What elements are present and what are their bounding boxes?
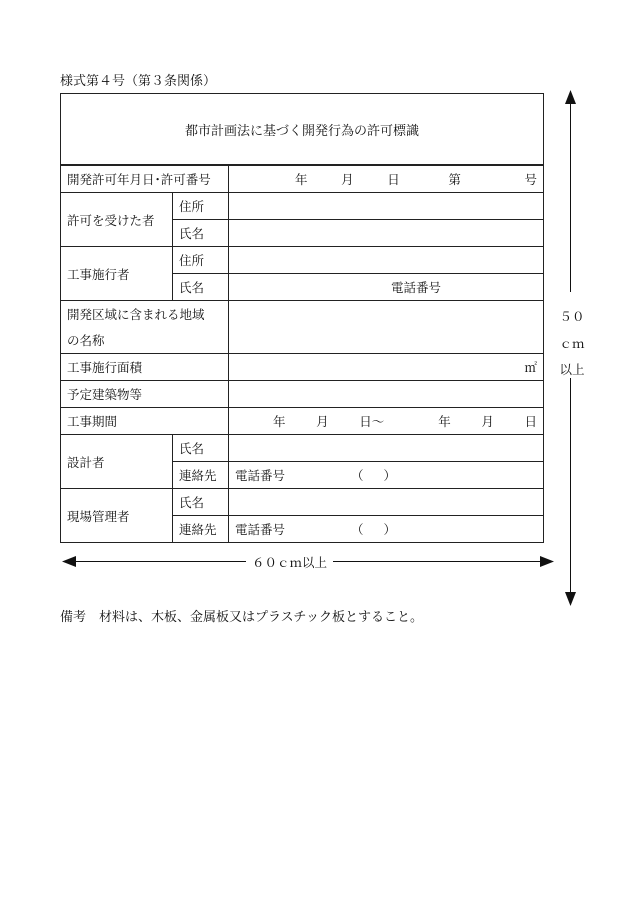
width-dimension-label: ６０ｃｍ以上 (246, 553, 333, 571)
designer-phone-label: 電話番号 (235, 468, 286, 483)
designer-name-value (229, 435, 544, 462)
permit-holder-address-value (229, 193, 544, 220)
site-manager-contact-value: 電話番号 （ ） (229, 516, 544, 543)
remark-note: 備考 材料は、木板、金属板又はプラスチック板とすること。 (60, 610, 423, 625)
designer-contact-label: 連絡先 (173, 462, 229, 489)
height-dimension-label-unit: ｃｍ (559, 336, 585, 351)
contractor-name-value (229, 274, 544, 301)
height-dimension-line-bottom (570, 378, 571, 600)
height-dimension-label-number: ５０ (559, 309, 585, 324)
permit-date-label: 開発許可年月日･許可番号 (61, 165, 229, 193)
permit-holder-name-label: 氏名 (173, 220, 229, 247)
construction-area-label: 工事施行面積 (61, 354, 229, 381)
construction-period-value: 年 月 日～ 年 月 日 (229, 408, 544, 435)
permit-holder-label: 許可を受けた者 (61, 193, 173, 247)
designer-label: 設計者 (61, 435, 173, 489)
site-manager-name-label: 氏名 (173, 489, 229, 516)
contractor-label: 工事施行者 (61, 247, 173, 301)
permit-sign-table (60, 93, 544, 543)
contractor-address-value (229, 247, 544, 274)
site-manager-phone-label: 電話番号 (235, 522, 286, 537)
left-arrowhead-icon (62, 555, 76, 568)
planned-building-label: 予定建築物等 (61, 381, 229, 408)
site-manager-name-value (229, 489, 544, 516)
designer-name-label: 氏名 (173, 435, 229, 462)
planned-building-value (229, 381, 544, 408)
site-manager-contact-label: 連絡先 (173, 516, 229, 543)
height-dimension-line-top (570, 96, 571, 292)
contractor-phone-label: 電話番号 (391, 280, 442, 295)
permit-holder-address-label: 住所 (173, 193, 229, 220)
site-manager-label: 現場管理者 (61, 489, 173, 543)
down-arrowhead-icon (564, 592, 577, 606)
area-name-label-line2: の名称 (61, 327, 229, 354)
permit-date-value: 年 月 日 第 号 (229, 165, 544, 193)
sign-title: 都市計画法に基づく開発行為の許可標識 (61, 94, 544, 166)
height-dimension-label-min: 以上 (559, 362, 585, 377)
designer-contact-value: 電話番号 （ ） (229, 462, 544, 489)
contractor-address-label: 住所 (173, 247, 229, 274)
permit-holder-name-value (229, 220, 544, 247)
contractor-name-label: 氏名 (173, 274, 229, 301)
construction-period-label: 工事期間 (61, 408, 229, 435)
right-arrowhead-icon (540, 555, 554, 568)
form-number: 様式第４号（第３条関係） (60, 74, 217, 89)
construction-area-unit: ㎡ (229, 354, 544, 381)
area-name-value (229, 301, 544, 354)
area-name-label-line1: 開発区域に含まれる地域 (61, 301, 229, 328)
